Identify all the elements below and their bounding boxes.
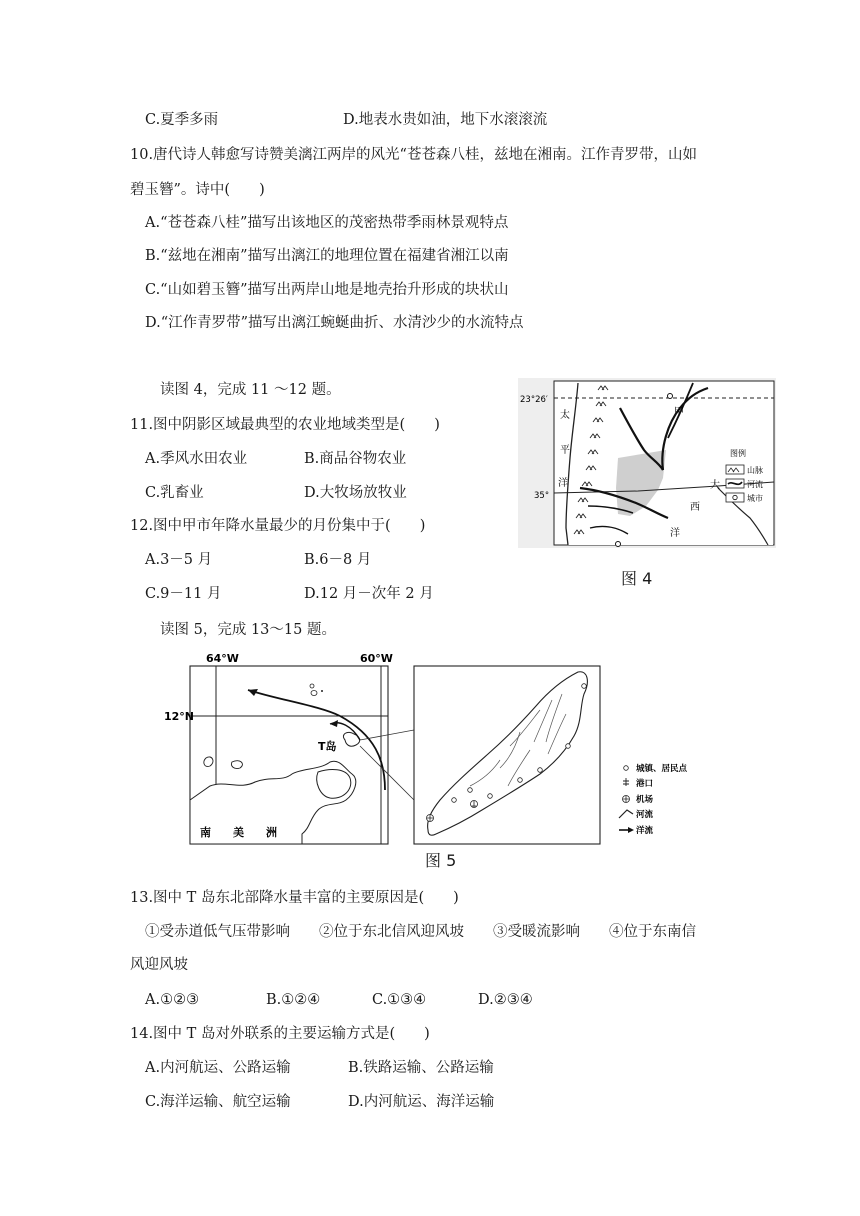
t-island-label: T岛	[318, 740, 337, 753]
q13-stem: 13.图中 T 岛东北部降水量丰富的主要原因是( )	[130, 890, 459, 906]
fig5-intro: 读图 5，完成 13～15 题。	[160, 622, 336, 638]
q9-option-c: C.夏季多雨	[145, 112, 219, 128]
q13-option-a: A.①②③	[145, 992, 200, 1008]
lon-64w-label: 64°W	[206, 652, 239, 665]
lon-60w-label: 60°W	[360, 652, 393, 665]
q11-stem: 11.图中阴影区域最典型的农业地域类型是( )	[130, 417, 440, 433]
river-legend-icon	[619, 810, 633, 818]
q10-stem-line1: 10.唐代诗人韩愈写诗赞美漓江两岸的风光“苍苍森八桂，兹地在湘南。江作青罗带，山如	[130, 147, 697, 163]
figure-5-caption: 图 5	[425, 851, 457, 870]
ocean-pacific-char2: 平	[560, 445, 570, 456]
legend-river-label: 河流	[636, 810, 654, 820]
legend-port-label: 港口	[636, 779, 654, 789]
legend-current-label: 洋流	[636, 826, 654, 836]
airport-legend-icon	[623, 796, 630, 803]
q13-option-b: B.①②④	[266, 992, 321, 1008]
q14-option-d: D.内河航运、海洋运输	[348, 1094, 495, 1110]
fig4-legend-title: 图例	[730, 449, 746, 458]
current-legend-icon	[619, 827, 634, 833]
legend-mountain-label: 山脉	[747, 466, 763, 475]
q12-option-b: B.6－8 月	[304, 552, 372, 568]
q13-option-c: C.①③④	[372, 992, 427, 1008]
city-jia-marker	[668, 394, 673, 399]
ocean-atlantic-char1: 大	[710, 480, 720, 491]
town-legend-icon	[624, 766, 629, 771]
q14-option-a: A.内河航运、公路运输	[145, 1060, 291, 1076]
fig4-intro: 读图 4，完成 11 ～12 题。	[160, 382, 341, 398]
q14-option-c: C.海洋运输、航空运输	[145, 1094, 291, 1110]
q11-option-a: A.季风水田农业	[145, 451, 248, 467]
q12-option-c: C.9－11 月	[145, 586, 222, 602]
q14-stem: 14.图中 T 岛对外联系的主要运输方式是( )	[130, 1026, 430, 1042]
port-marker	[471, 801, 478, 808]
q10-option-a: A.“苍苍森八桂”描写出该地区的茂密热带季雨林景观特点	[145, 215, 509, 231]
q10-option-c: C.“山如碧玉簪”描写出两岸山地是地壳抬升形成的块状山	[145, 282, 509, 298]
south-america-label: 南 美 洲	[200, 826, 277, 839]
q11-option-d: D.大牧场放牧业	[304, 485, 407, 501]
q10-option-b: B.“兹地在湘南”描写出漓江的地理位置在福建省湘江以南	[145, 248, 509, 264]
q14-option-b: B.铁路运输、公路运输	[348, 1060, 494, 1076]
city-jia-label: 甲	[674, 407, 684, 418]
q10-option-d: D.“江作青罗带”描写出漓江蜿蜒曲折、水清沙少的水流特点	[145, 315, 524, 331]
lat-35-label: 35°	[534, 491, 550, 501]
river-legend-icon	[726, 479, 744, 488]
q13-factors-line1: ①受赤道低气压带影响 ②位于东北信风迎风坡 ③受暖流影响 ④位于东南信	[145, 924, 696, 940]
airport-marker	[427, 815, 434, 822]
lat-23-label: 23°26′	[520, 395, 548, 405]
ocean-pacific-char1: 太	[560, 410, 570, 421]
q13-option-d: D.②③④	[478, 992, 533, 1008]
mountain-legend-icon	[726, 465, 744, 474]
q9-option-d: D.地表水贵如油，地下水滚滚流	[343, 112, 548, 128]
q12-option-d: D.12 月－次年 2 月	[304, 586, 434, 602]
port-legend-icon	[623, 778, 629, 786]
figure-4-map	[518, 378, 776, 548]
lat-12n-label: 12°N	[164, 710, 195, 723]
legend-city-label: 城市	[747, 494, 763, 503]
city-legend-icon	[726, 493, 744, 502]
q11-option-c: C.乳畜业	[145, 485, 204, 501]
legend-river-label: 河流	[747, 480, 763, 489]
q11-option-b: B.商品谷物农业	[304, 451, 407, 467]
ocean-atlantic-char2: 西	[690, 502, 700, 513]
ocean-atlantic-char3: 洋	[670, 528, 680, 539]
ocean-pacific-char3: 洋	[558, 478, 568, 489]
legend-airport-label: 机场	[636, 795, 654, 805]
q12-option-a: A.3－5 月	[145, 552, 213, 568]
q10-stem-line2: 碧玉簪”。诗中( )	[130, 182, 265, 198]
figure-4-caption: 图 4	[621, 569, 653, 588]
figure-5-map	[164, 650, 740, 848]
q12-stem: 12.图中甲市年降水量最少的月份集中于( )	[130, 518, 426, 534]
legend-town-label: 城镇、居民点	[636, 764, 688, 774]
q13-factors-line2: 风迎风坡	[130, 957, 188, 973]
